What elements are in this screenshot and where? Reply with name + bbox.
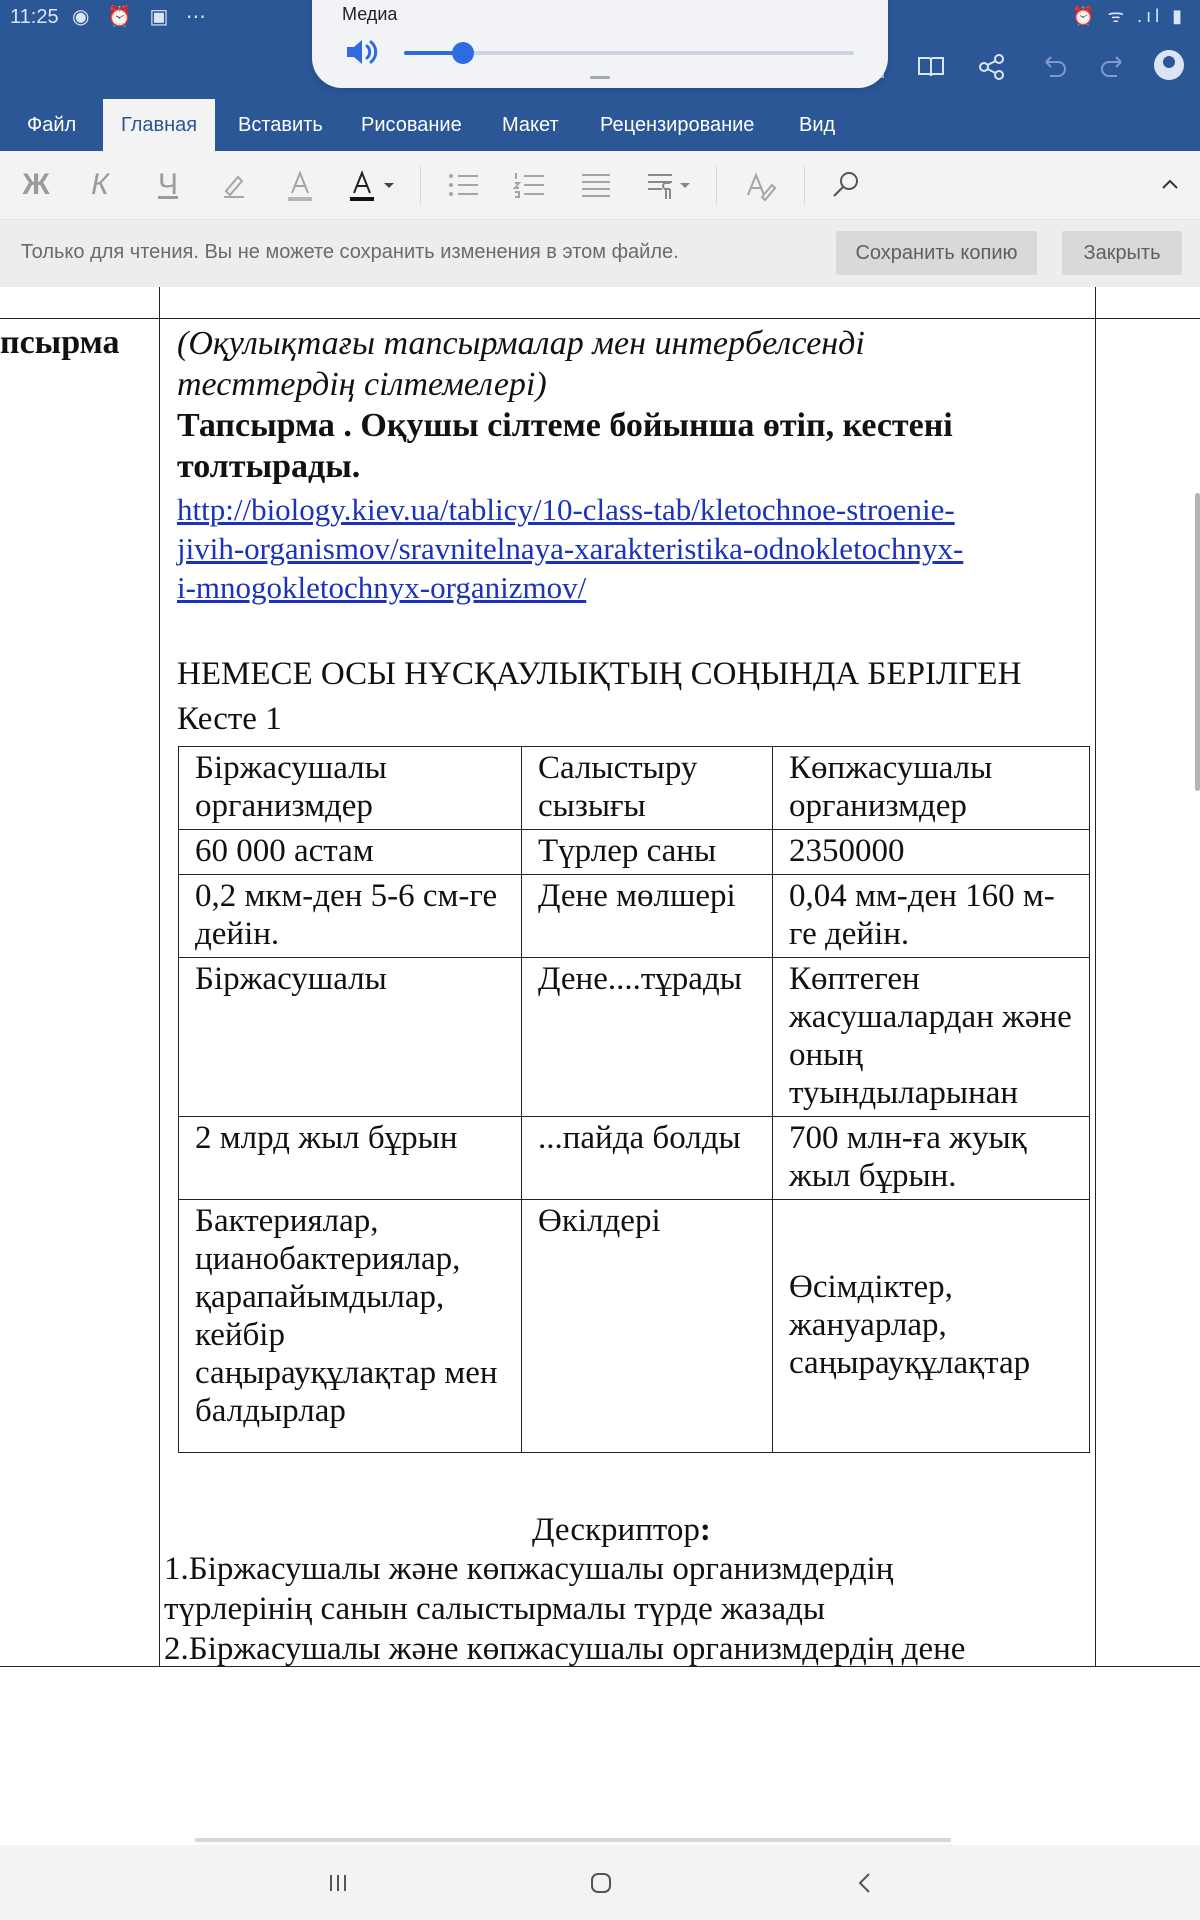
table-cell: Біржасушалы bbox=[179, 958, 522, 1117]
table-cell: Өкілдері bbox=[522, 1200, 773, 1453]
table-cell: Көптеген жасушалардан және оның туындыларынан bbox=[773, 958, 1090, 1117]
table-row bbox=[179, 875, 1090, 958]
descriptor-line-1: 1.Біржасушалы және көпжасушалы организмдердің bbox=[164, 1551, 894, 1587]
table-header-cell: Көпжасушалы организмдер bbox=[773, 747, 1090, 830]
italic-button[interactable]: К bbox=[91, 168, 109, 201]
tab-view[interactable]: Вид bbox=[799, 114, 836, 136]
font-color-icon[interactable] bbox=[346, 161, 402, 209]
table-border-top bbox=[0, 318, 1200, 319]
tab-home[interactable]: Главная bbox=[103, 99, 215, 151]
ribbon-tabs bbox=[0, 99, 1200, 151]
table-cell: 0,04 мм-ден 160 м-ге дейін. bbox=[773, 875, 1090, 958]
ribbon-separator bbox=[420, 165, 421, 205]
reference-link-line-3[interactable]: i-mnogokletochnyx-organizmov/ bbox=[177, 570, 587, 605]
system-navigation-bar bbox=[0, 1845, 1200, 1920]
volume-slider-thumb[interactable] bbox=[452, 42, 474, 64]
left-column-label: псырма bbox=[0, 324, 120, 361]
intro-line-1: (Оқулықтағы тапсырмалар мен интербелсенді bbox=[177, 325, 865, 362]
descriptor-line-2: түрлерінің санын салыстырмалы түрде жазады bbox=[164, 1591, 826, 1627]
intro-line-2: тесттердің сілтемелері) bbox=[177, 366, 547, 403]
table-cell: Дене....тұрады bbox=[522, 958, 773, 1117]
paragraph-styles-icon[interactable] bbox=[644, 161, 696, 209]
table-row bbox=[179, 830, 1090, 875]
redo-icon[interactable] bbox=[1097, 50, 1131, 84]
table-header-row bbox=[179, 747, 1090, 830]
tab-insert[interactable]: Вставить bbox=[238, 114, 323, 136]
bottom-divider bbox=[195, 1838, 951, 1842]
tab-review[interactable]: Рецензирование bbox=[600, 114, 755, 136]
status-time: 11:25 bbox=[10, 6, 59, 28]
close-button[interactable]: Закрыть bbox=[1062, 231, 1182, 275]
ribbon-separator bbox=[716, 165, 717, 205]
table-cell: 60 000 астам bbox=[179, 830, 522, 875]
status-notification-icons: ◉ ⏰ ▣ ⋯ bbox=[72, 6, 212, 28]
alt-heading: НЕМЕСЕ ОСЫ НҰСҚАУЛЫҚТЫҢ СОҢЫНДА БЕРІЛГЕН bbox=[177, 656, 1022, 692]
table-cell: Дене мөлшері bbox=[522, 875, 773, 958]
reference-link-line-2[interactable]: jivih-organismov/sravnitelnaya-xarakteristika-odnokletochnyx- bbox=[177, 531, 964, 566]
tab-layout[interactable]: Макет bbox=[502, 114, 559, 136]
back-icon[interactable] bbox=[845, 1863, 885, 1903]
table-cell: Бактериялар, цианобактериялар, қарапайымдылар, кейбір саңырауқұлақтар мен балдырлар bbox=[179, 1200, 522, 1453]
account-avatar[interactable] bbox=[1154, 50, 1184, 80]
volume-icon[interactable] bbox=[344, 36, 380, 68]
table-row bbox=[179, 1117, 1090, 1200]
descriptor-title-text: Дескриптор bbox=[532, 1512, 700, 1548]
table-caption: Кесте 1 bbox=[177, 701, 282, 737]
search-icon[interactable] bbox=[826, 161, 866, 209]
bullets-icon[interactable] bbox=[444, 161, 484, 209]
share-icon[interactable] bbox=[975, 50, 1009, 84]
ribbon-separator bbox=[804, 165, 805, 205]
descriptor-line-3: 2.Біржасушалы және көпжасушалы организмдердің дене bbox=[164, 1631, 966, 1667]
bold-button[interactable]: Ж bbox=[22, 168, 50, 201]
numbering-icon[interactable] bbox=[510, 161, 550, 209]
document-page[interactable] bbox=[0, 287, 1200, 1667]
media-volume-popup bbox=[312, 0, 888, 88]
tab-draw[interactable]: Рисование bbox=[361, 114, 462, 136]
align-icon[interactable] bbox=[576, 161, 616, 209]
table-row bbox=[179, 958, 1090, 1117]
font-color-light-icon[interactable] bbox=[280, 161, 320, 209]
table-header-cell: Біржасушалы организмдер bbox=[179, 747, 522, 830]
table-cell: 0,2 мкм-ден 5-6 см-ге дейін. bbox=[179, 875, 522, 958]
table-border-left bbox=[159, 287, 160, 1667]
recent-apps-icon[interactable] bbox=[318, 1863, 358, 1903]
descriptor-colon: : bbox=[699, 1512, 711, 1548]
table-cell: Өсімдіктер, жануарлар, саңырауқұлақтар bbox=[773, 1200, 1090, 1453]
table-header-cell: Салыстыру сызығы bbox=[522, 747, 773, 830]
styles-icon[interactable] bbox=[740, 161, 780, 209]
highlight-icon[interactable] bbox=[214, 161, 254, 209]
underline-button[interactable]: Ч bbox=[158, 168, 178, 201]
home-icon[interactable] bbox=[581, 1863, 621, 1903]
table-cell: 2350000 bbox=[773, 830, 1090, 875]
tab-file[interactable]: Файл bbox=[27, 114, 77, 136]
reference-link-line-1[interactable]: http://biology.kiev.ua/tablicy/10-class-tab/kletochnoe-stroenie- bbox=[177, 492, 955, 527]
table-cell: 2 млрд жыл бұрын bbox=[179, 1117, 522, 1200]
media-label: Медиа bbox=[342, 4, 398, 24]
save-copy-button[interactable]: Сохранить копию bbox=[836, 231, 1037, 275]
readonly-banner bbox=[0, 220, 1200, 287]
descriptor-title bbox=[532, 1512, 711, 1549]
table-cell: ...пайда болды bbox=[522, 1117, 773, 1200]
undo-icon[interactable] bbox=[1036, 50, 1070, 84]
table-cell: Түрлер саны bbox=[522, 830, 773, 875]
vertical-scrollbar[interactable] bbox=[1195, 493, 1200, 791]
popup-drag-handle[interactable] bbox=[590, 76, 610, 79]
collapse-ribbon-icon[interactable] bbox=[1150, 161, 1190, 209]
reading-mode-icon[interactable] bbox=[914, 50, 948, 84]
ribbon-toolbar bbox=[0, 151, 1200, 220]
table-row bbox=[179, 1200, 1090, 1453]
task-line-1: Тапсырма . Оқушы сілтеме бойынша өтіп, кестені bbox=[177, 407, 953, 444]
table-cell: 700 млн-ға жуық жыл бұрын. bbox=[773, 1117, 1090, 1200]
table-border-right bbox=[1095, 287, 1096, 1667]
status-system-icons: ⏰ ᯤ .ıl ▮ bbox=[1072, 6, 1186, 26]
volume-slider[interactable] bbox=[404, 51, 854, 55]
comparison-table bbox=[178, 746, 1090, 1453]
readonly-message: Только для чтения. Вы не можете сохранить изменения в этом файле. bbox=[21, 241, 679, 263]
task-line-2: толтырады. bbox=[177, 448, 361, 485]
